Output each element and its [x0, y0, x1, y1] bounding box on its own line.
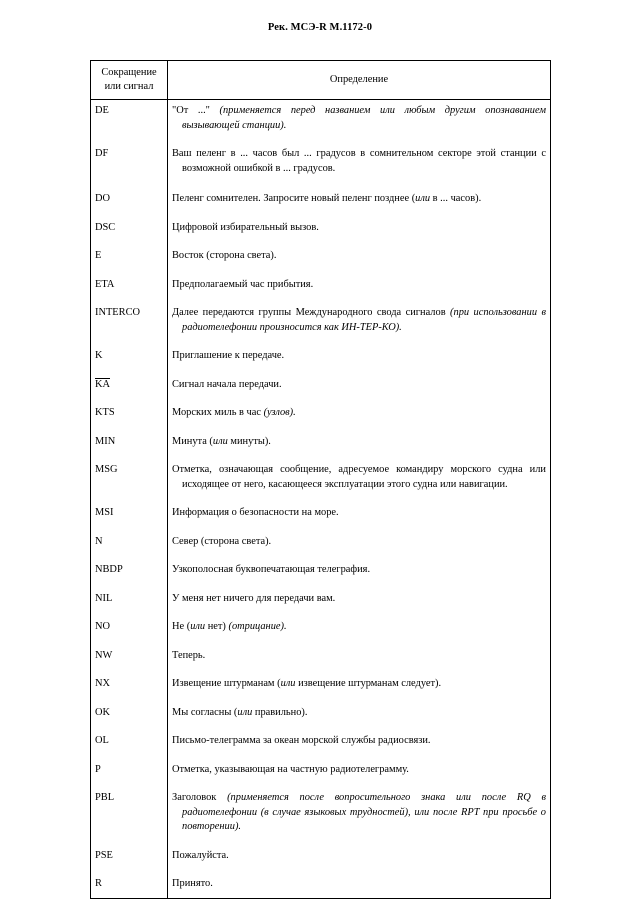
- definition-cell: [168, 370, 551, 399]
- definition-italic-segment: (отрицание).: [228, 621, 287, 632]
- definition-text: [172, 620, 546, 635]
- abbreviation-text: NBDP: [95, 564, 123, 575]
- abbreviation-cell: [91, 270, 168, 299]
- definition-cell: [168, 270, 551, 299]
- definition-cell: [168, 139, 551, 182]
- definition-segment: минуты).: [227, 435, 271, 447]
- abbreviation-text: MSG: [95, 464, 118, 475]
- definition-text: [172, 306, 546, 335]
- table-row: [91, 213, 551, 242]
- table-row: [91, 455, 551, 498]
- abbreviation-text: INTERCO: [95, 307, 141, 318]
- definition-text: [172, 592, 546, 607]
- abbreviation-cell: [91, 698, 168, 727]
- definition-italic-segment: (применяется после вопросительного знака или после RQ в радиотелефонии (в случае языковых трудностей), или после RPT при просьбе о повторении).: [182, 792, 546, 832]
- abbreviation-cell: [91, 498, 168, 527]
- abbreviation-cell: [91, 213, 168, 242]
- definition-text: [172, 249, 546, 264]
- definition-text: [172, 677, 546, 692]
- definition-segment: Минута (: [172, 435, 213, 447]
- definition-text: [172, 463, 546, 492]
- abbreviation-cell: [91, 869, 168, 898]
- definition-italic-segment: или: [280, 678, 296, 689]
- abbreviation-text: DF: [95, 148, 109, 159]
- abbreviation-cell: [91, 427, 168, 456]
- abbreviation-text: R: [95, 878, 102, 889]
- abbreviation-cell: [91, 370, 168, 399]
- abbreviation-cell: [91, 584, 168, 613]
- definition-cell: [168, 584, 551, 613]
- abbreviation-text: P: [95, 763, 101, 775]
- definition-cell: [168, 698, 551, 727]
- table-header-row: [91, 61, 551, 100]
- table-row: [91, 241, 551, 270]
- table-row: [91, 641, 551, 670]
- definition-text: [172, 192, 546, 207]
- definition-cell: [168, 298, 551, 341]
- abbreviation-cell: [91, 241, 168, 270]
- definition-cell: [168, 341, 551, 370]
- definition-text: [172, 278, 546, 293]
- definition-text: [172, 535, 546, 550]
- abbreviation-text: DE: [95, 105, 109, 116]
- table-row: [91, 555, 551, 584]
- table-row: [91, 869, 551, 898]
- abbreviation-cell: [91, 298, 168, 341]
- definition-italic-segment: или: [237, 706, 253, 718]
- definition-cell: [168, 726, 551, 755]
- definition-segment: У меня нет ничего для передачи вам.: [172, 592, 336, 604]
- table-row: [91, 841, 551, 870]
- abbreviation-text: NX: [95, 678, 111, 689]
- definition-segment: Отметка, указывающая на частную радиотелеграмму.: [172, 763, 409, 775]
- definition-segment: Сигнал начала передачи.: [172, 378, 282, 390]
- abbreviation-text: NW: [95, 649, 113, 661]
- abbreviation-cell: [91, 139, 168, 182]
- definition-text: [172, 406, 546, 421]
- table-row: [91, 527, 551, 556]
- definition-italic-segment: (узлов).: [263, 407, 296, 418]
- definition-text: [172, 506, 546, 521]
- definition-segment: извещение штурманам следует).: [295, 678, 442, 689]
- abbreviations-table: [90, 60, 551, 899]
- abbreviation-text: OK: [95, 706, 111, 718]
- definition-text: [172, 349, 546, 364]
- definition-segment: Принято.: [172, 878, 213, 889]
- definition-cell: [168, 182, 551, 213]
- definition-text: [172, 435, 546, 450]
- definition-text: [172, 221, 546, 236]
- abbreviation-cell: [91, 555, 168, 584]
- definition-cell: [168, 669, 551, 698]
- column-header-abbreviation: Сокращение или сигнал: [91, 61, 168, 100]
- definition-cell: [168, 398, 551, 427]
- column-header-definition: Определение: [168, 61, 551, 100]
- definition-cell: [168, 555, 551, 584]
- abbreviation-cell: [91, 341, 168, 370]
- definition-segment: Север (сторона света).: [172, 535, 272, 547]
- definition-italic-segment: или: [415, 193, 431, 204]
- table-row: [91, 270, 551, 299]
- definition-italic-segment: или: [190, 621, 206, 632]
- abbreviation-cell: [91, 841, 168, 870]
- definition-segment: Восток (сторона света).: [172, 250, 277, 261]
- abbreviation-text: NO: [95, 621, 111, 632]
- definition-text: [172, 706, 546, 721]
- page-header: Рек. МСЭ-R M.1172-0: [267, 22, 373, 33]
- abbreviation-cell: [91, 783, 168, 841]
- abbreviation-text: PSE: [95, 849, 113, 861]
- definition-cell: [168, 755, 551, 784]
- definition-segment: Мы согласны (: [172, 706, 238, 718]
- table-row: [91, 698, 551, 727]
- table-row: [91, 669, 551, 698]
- definition-cell: [168, 498, 551, 527]
- definition-text: [172, 877, 546, 892]
- definition-cell: [168, 241, 551, 270]
- abbreviation-text: DSC: [95, 221, 116, 233]
- definition-cell: [168, 527, 551, 556]
- abbreviation-cell: [91, 527, 168, 556]
- table-row: [91, 182, 551, 213]
- definition-cell: [168, 869, 551, 898]
- definition-cell: [168, 100, 551, 140]
- table-row: [91, 139, 551, 182]
- definition-segment: Заголовок: [172, 792, 228, 803]
- definition-segment: Ваш пеленг в ... часов был ... градусов в сомнительном секторе этой станции с возможной ошибкой в ... градусов.: [172, 148, 546, 174]
- table-row: [91, 584, 551, 613]
- abbreviation-text: ETA: [95, 278, 115, 290]
- abbreviation-text: MIN: [95, 435, 116, 447]
- abbreviation-text: MSI: [95, 507, 114, 518]
- table-row: [91, 341, 551, 370]
- definition-italic-segment: или: [212, 435, 228, 447]
- definition-text: [172, 378, 546, 393]
- definition-text: [172, 104, 546, 133]
- definition-italic-segment: (применяется перед названием или любым другим опознаванием вызывающей станции).: [182, 105, 546, 131]
- abbreviation-cell: [91, 726, 168, 755]
- definition-cell: [168, 612, 551, 641]
- definition-segment: Пеленг сомнителен. Запросите новый пеленг позднее (: [172, 193, 416, 204]
- definition-segment: Предполагаемый час прибытия.: [172, 278, 314, 290]
- abbreviation-cell: [91, 641, 168, 670]
- definition-text: [172, 791, 546, 835]
- abbreviation-text: E: [95, 250, 102, 261]
- abbreviation-cell: [91, 182, 168, 213]
- definition-segment: Приглашение к передаче.: [172, 350, 285, 361]
- definition-segment: Пожалуйста.: [172, 849, 229, 861]
- definition-segment: нет): [205, 621, 229, 632]
- abbreviation-cell: [91, 755, 168, 784]
- abbreviation-text: K: [95, 350, 103, 361]
- definition-cell: [168, 455, 551, 498]
- table-row: [91, 498, 551, 527]
- definition-cell: [168, 641, 551, 670]
- abbreviation-text: N: [95, 535, 103, 547]
- definition-cell: [168, 213, 551, 242]
- table-row: [91, 370, 551, 399]
- definition-segment: Информация о безопасности на море.: [172, 507, 339, 518]
- definition-segment: Цифровой избирательный вызов.: [172, 221, 319, 233]
- abbreviation-cell: [91, 612, 168, 641]
- table-body: [91, 100, 551, 899]
- definition-text: [172, 763, 546, 778]
- definition-text: [172, 734, 546, 749]
- definition-italic-segment: (при использовании в радиотелефонии произносится как ИН-ТЕР-КО).: [182, 307, 546, 333]
- table-row: [91, 398, 551, 427]
- definition-text: [172, 147, 546, 176]
- abbreviation-cell: [91, 100, 168, 140]
- definition-segment: Отметка, означающая сообщение, адресуемое командиру морского судна или исходящее от него, касающееся эксплуатации этого судна или навигации.: [172, 464, 546, 490]
- definition-segment: правильно).: [252, 706, 308, 718]
- abbreviation-text: KTS: [95, 407, 115, 418]
- definition-cell: [168, 783, 551, 841]
- table-row: [91, 726, 551, 755]
- definition-segment: Теперь.: [172, 649, 206, 661]
- abbreviation-cell: [91, 398, 168, 427]
- abbreviation-cell: [91, 669, 168, 698]
- abbreviation-text: DO: [95, 193, 111, 204]
- definition-segment: Извещение штурманам (: [172, 678, 281, 689]
- abbreviation-text: NIL: [95, 592, 113, 604]
- definition-segment: Не (: [172, 621, 191, 632]
- definition-segment: Далее передаются группы Международного свода сигналов: [172, 307, 451, 318]
- definition-segment: Письмо-телеграмма за океан морской службы радиосвязи.: [172, 735, 431, 746]
- table-row: [91, 755, 551, 784]
- definition-text: [172, 649, 546, 664]
- abbreviation-text: OL: [95, 735, 109, 746]
- table-row: [91, 100, 551, 140]
- abbreviation-cell: [91, 455, 168, 498]
- definition-cell: [168, 427, 551, 456]
- definition-text: [172, 563, 546, 578]
- definition-segment: в ... часов).: [430, 193, 482, 204]
- abbreviation-text: PBL: [95, 792, 115, 803]
- abbreviation-text: KA: [95, 378, 111, 390]
- definition-segment: "От ...": [172, 105, 220, 116]
- definition-text: [172, 849, 546, 864]
- table-row: [91, 427, 551, 456]
- table-row: [91, 298, 551, 341]
- definition-segment: Морских миль в час: [172, 407, 264, 418]
- definition-cell: [168, 841, 551, 870]
- table-row: [91, 612, 551, 641]
- table-row: [91, 783, 551, 841]
- definition-segment: Узкополосная буквопечатающая телеграфия.: [172, 564, 371, 575]
